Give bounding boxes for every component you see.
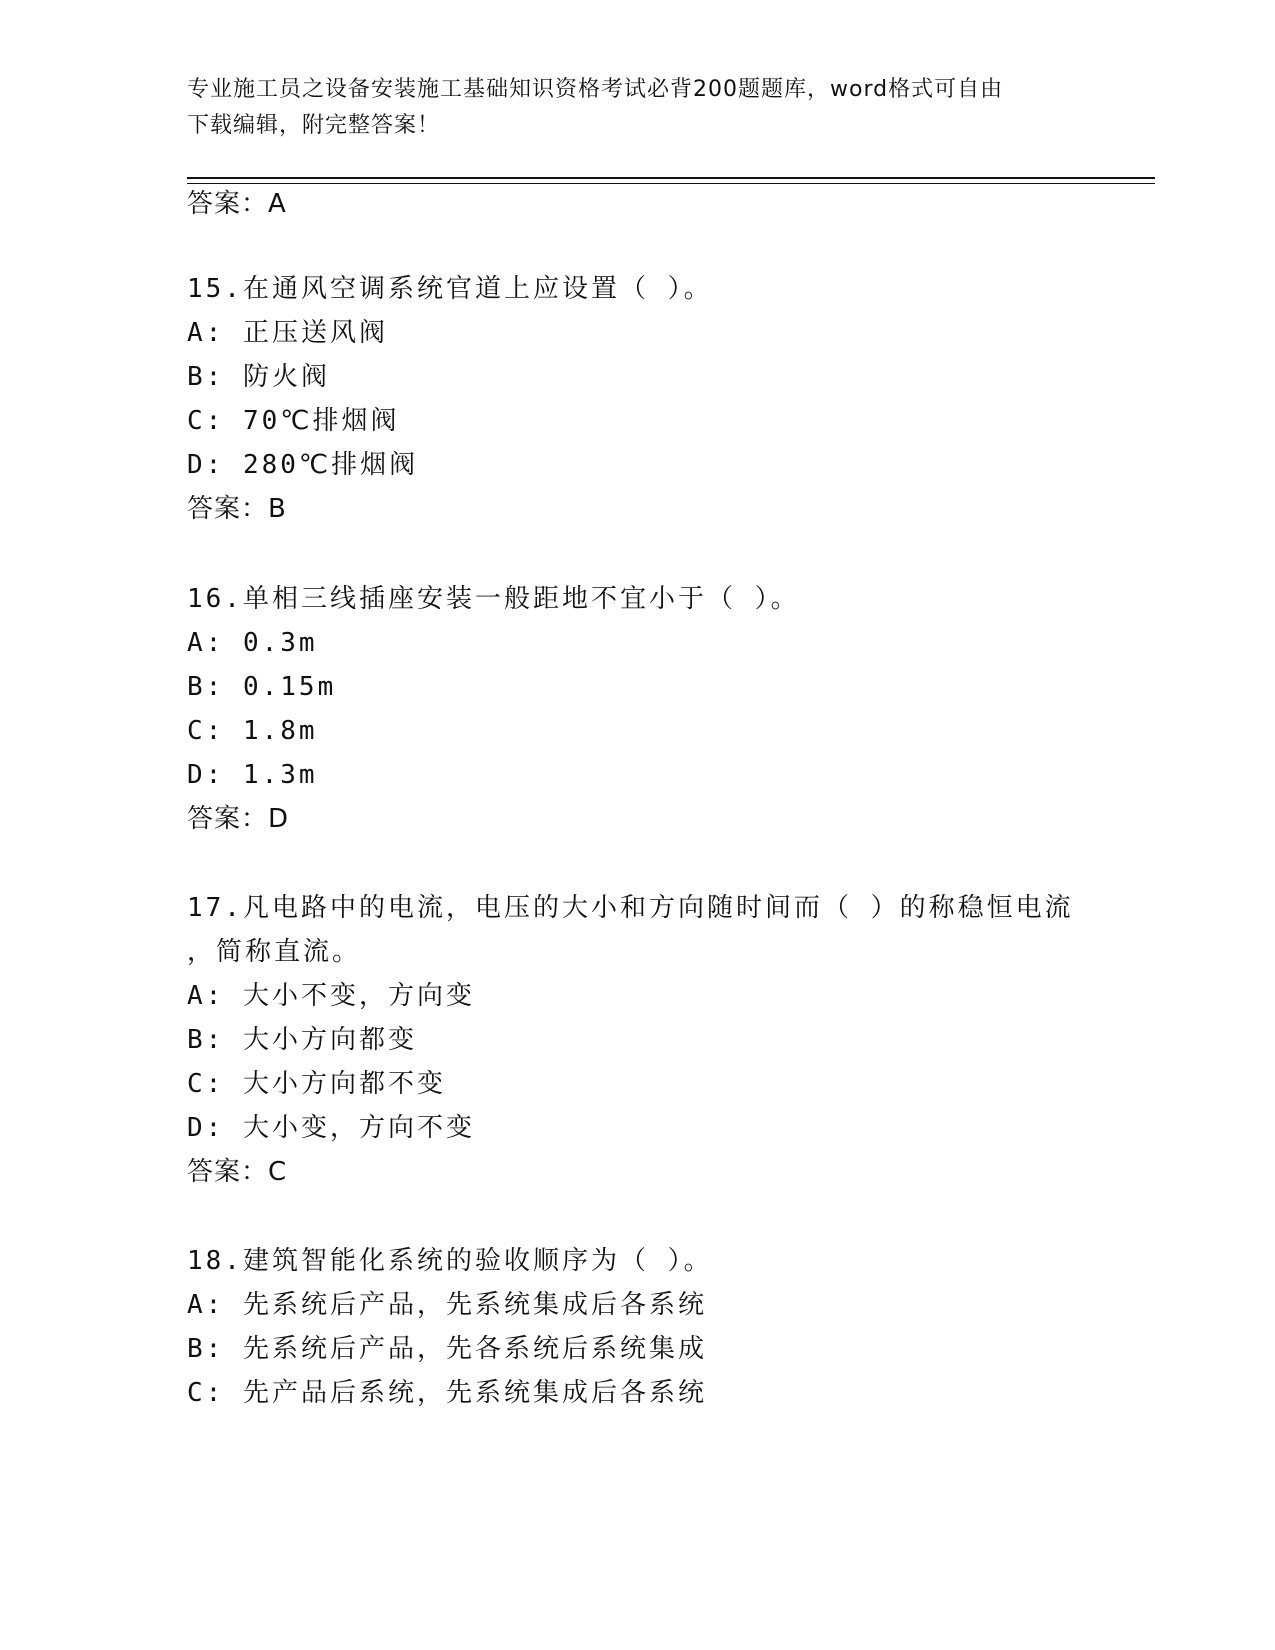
option-a: A: 大小不变，方向变: [187, 981, 475, 1011]
option-b: B: 先系统后产品，先各系统后系统集成: [187, 1334, 707, 1364]
question-stem: 17.凡电路中的电流，电压的大小和方向随时间而（ ）的称稳恒电流: [187, 893, 1074, 923]
option-a: A: 正压送风阀: [187, 318, 388, 348]
option-c: C: 先产品后系统，先系统集成后各系统: [187, 1378, 707, 1408]
header-line-1: 专业施工员之设备安装施工基础知识资格考试必背200题题库，word格式可自由: [187, 77, 1004, 102]
previous-answer: 答案：A: [187, 189, 287, 219]
header-rule-thick: [187, 177, 1155, 179]
option-c: C: 大小方向都不变: [187, 1069, 446, 1099]
option-d: D: 280℃排烟阀: [187, 450, 419, 480]
option-c: C: 1.8m: [187, 716, 318, 746]
option-d: D: 大小变，方向不变: [187, 1113, 475, 1143]
question-stem: 16.单相三线插座安装一般距地不宜小于（ ）。: [187, 584, 800, 614]
answer: 答案：D: [187, 804, 290, 834]
answer: 答案：C: [187, 1157, 288, 1187]
answer: 答案：B: [187, 494, 287, 524]
option-a: A: 先系统后产品，先系统集成后各系统: [187, 1290, 707, 1320]
option-b: B: 大小方向都变: [187, 1025, 417, 1055]
option-d: D: 1.3m: [187, 760, 318, 790]
question-stem: 15.在通风空调系统官道上应设置（ ）。: [187, 274, 713, 304]
header-rule-thin: [187, 183, 1155, 184]
option-a: A: 0.3m: [187, 628, 318, 658]
option-c: C: 70℃排烟阀: [187, 406, 400, 436]
document-header: [187, 72, 1067, 144]
option-b: B: 防火阀: [187, 362, 330, 392]
header-line-2: 下载编辑，附完整答案！: [187, 113, 441, 138]
question-stem: 18.建筑智能化系统的验收顺序为（ ）。: [187, 1246, 713, 1276]
option-b: B: 0.15m: [187, 672, 337, 702]
question-stem-continued: ，简称直流。: [187, 937, 362, 967]
